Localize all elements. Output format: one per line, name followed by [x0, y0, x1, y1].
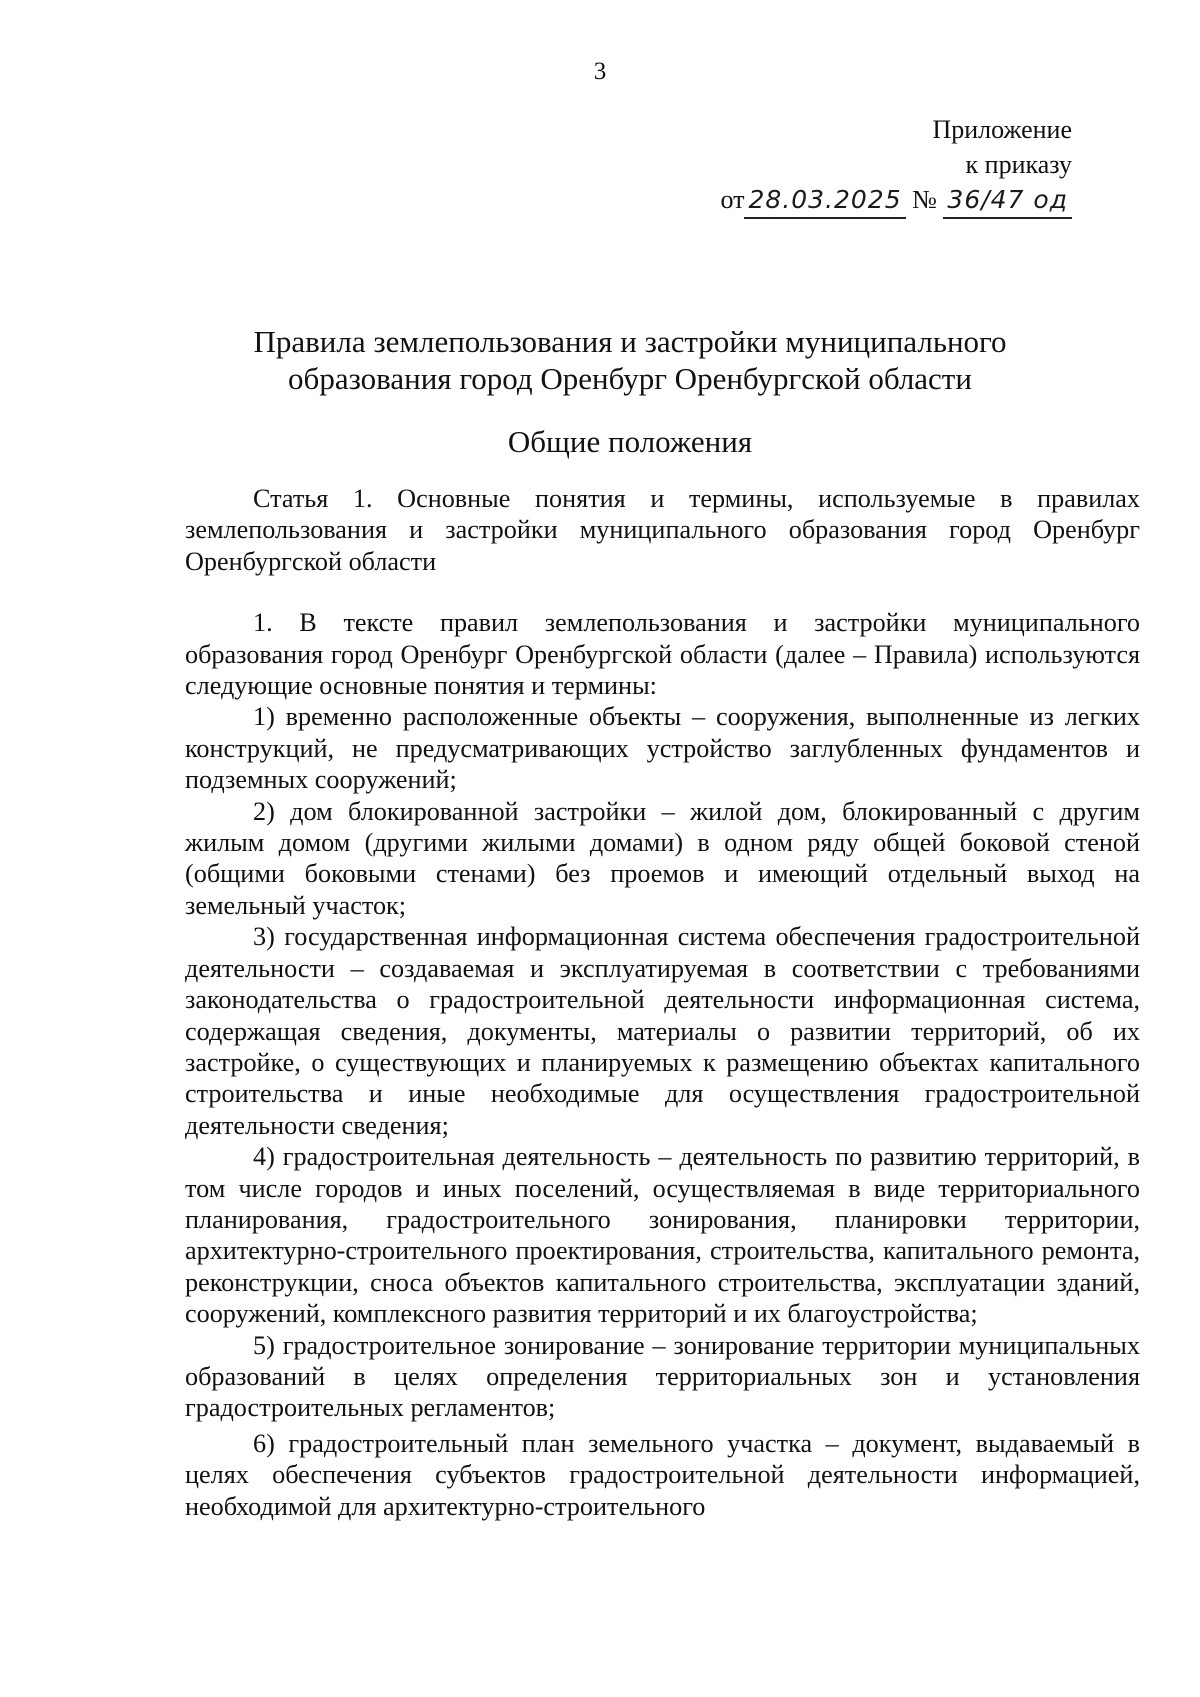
document-title-line-2: образования город Оренбург Оренбургской области — [288, 361, 972, 396]
appendix-block — [652, 112, 1072, 219]
paragraph: 1. В тексте правил землепользования и застройки муниципального образования город Оренбург Оренбургской области (далее – Правила) используются следующие основные понятия и термины: — [185, 608, 1140, 701]
document-title-line-1: Правила землепользования и застройки муниципального — [253, 324, 1007, 359]
order-label: к приказу — [965, 150, 1072, 179]
order-date-handwritten: 28.03.2025 — [744, 182, 905, 219]
paragraph: 5) градостроительное зонирование – зонирование территории муниципальных образований в целях определения территориальных зон и установления градостроительных регламентов; — [185, 1330, 1140, 1423]
article-heading: Статья 1. Основные понятия и термины, используемые в правилах землепользования и застройки муниципального образования город Оренбург Оренбургской области — [185, 484, 1140, 576]
paragraph: 1) временно расположенные объекты – сооружения, выполненные из легких конструкций, не предусматривающих устройство заглубленных фундаментов и подземных сооружений; — [185, 702, 1140, 795]
paragraph: 4) градостроительная деятельность – деятельность по развитию территорий, в том числе городов и иных поселений, осуществляемая в виде территориального планирования, градостроительного зонирования, планировки территории, архитектурно-строительного проектирования, строительства, капитального ремонта, реконструкции, сноса объектов капитального строительства, эксплуатации зданий, сооружений, комплексного развития территорий и их благоустройства; — [185, 1142, 1140, 1329]
appendix-label: Приложение — [932, 115, 1072, 144]
order-from-prefix: от — [720, 185, 745, 214]
paragraph: 3) государственная информационная система обеспечения градостроительной деятельности – создаваемая и эксплуатируемая в соответствии с требованиями законодательства о градостроительной деятельности информационная система, содержащая сведения, документы, материалы о развитии территорий, об их застройке, о существующих и планируемых к размещению объектах капитального строительства и иные необходимые для осуществления градостроительной деятельности сведения; — [185, 922, 1140, 1140]
paragraph: 2) дом блокированной застройки – жилой дом, блокированный с другим жилым домом (другими жилыми домами) в одном ряду общей боковой стеной (общими боковыми стенами) без проемов и имеющий отдельный выход на земельный участок; — [185, 796, 1140, 920]
document-title — [150, 323, 1110, 397]
order-number-sign: № — [912, 185, 937, 214]
page-number: 3 — [593, 58, 607, 85]
document-body — [185, 483, 1140, 1522]
order-reference — [652, 182, 1072, 219]
order-number-handwritten: 36/47 од — [943, 182, 1072, 219]
paragraph: 6) градостроительный план земельного участка – документ, выдаваемый в целях обеспечения субъектов градостроительной деятельности информацией, необходимой для архитектурно-строительного — [185, 1428, 1140, 1521]
section-title: Общие положения — [507, 424, 753, 459]
